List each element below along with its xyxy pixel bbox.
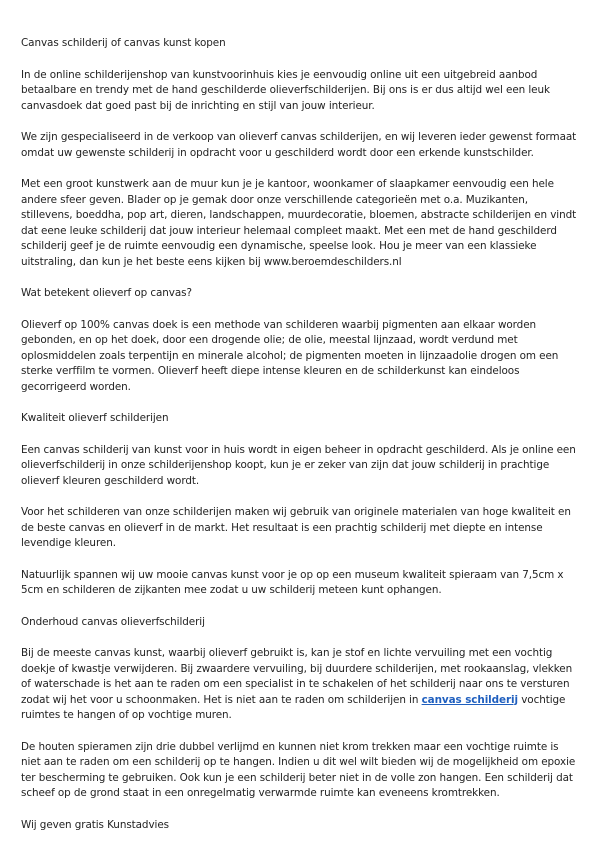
- oil-on-canvas-paragraph: Olieverf op 100% canvas doek is een methode van schilderen waarbij pigmenten aan elkaar worden gebonden, en op het doek, door een drogende olie; de olie, meestal lijnzaad, wordt verdund met oplosmiddelen zoals terpentijn en minerale alcohol; de pigmenten moeten in lijnzaadolie drogen om een sterke verffilm te vormen. Olieverf heeft diepe intense kleuren en de schilderkunst kan eindeloos gecorrigeerd worden.: [21, 318, 559, 393]
- stretcher-paragraph: De houten spieramen zijn drie dubbel verlijmd en kunnen niet krom trekken maar een vochtige ruimte is niet aan te raden om een schilderij op te hangen. Indien u dit wel wilt bieden wij de mogelijkheid om epoxie ter bescherming te gebruiken. Ook kun je een schilderij beter niet in de volle zon hangen. Een schilderij dat scheef op de grond staat in een onregelmatig verwarmde ruimte kan eveneens kromtrekken.: [21, 740, 576, 799]
- canvas-schilderij-link[interactable]: canvas schilderij: [421, 693, 518, 706]
- document-page: [21, 36, 581, 849]
- section-heading-oil-on-canvas: Wat betekent olieverf op canvas?: [21, 287, 192, 299]
- document-title: Canvas schilderij of canvas kunst kopen: [21, 37, 226, 49]
- quality-paragraph-1: Een canvas schilderij van kunst voor in huis wordt in eigen beheer in opdracht geschilderd. Als je online een olieverfschilderij in onze schilderijenshop koopt, kun je er zeker van zijn dat jouw schilderij in prachtige olieverf kleuren geschilderd wordt.: [21, 443, 576, 487]
- section-heading-art-advice: Wij geven gratis Kunstadvies: [21, 818, 169, 831]
- maintenance-text-before-link: Bij de meeste canvas kunst, waarbij olieverf gebruikt is, kan je stof en lichte vervuiling met een vochtig doekje of kwastje verwijderen. Bij zwaardere vervuiling, bij duurdere schilderijen, met rookaanslag, vlekken of waterschade is het aan te raden om een specialist in te schakelen of het schilderij naar ons te versturen zodat wij het voor u schoonmaken. Het is niet aan te raden om schilderijen in: [21, 647, 573, 706]
- quality-paragraph-2: Voor het schilderen van onze schilderijen maken wij gebruik van originele materialen van hoge kwaliteit en de beste canvas en olieverf in de markt. Het resultaat is een prachtig schilderij met diepte en intense levendige kleuren.: [21, 506, 571, 549]
- quality-paragraph-3: Natuurlijk spannen wij uw mooie canvas kunst voor je op op een museum kwaliteit spieraam van 7,5cm x 5cm en schilderen de zijkanten mee zodat u uw schilderij meteen kunt ophangen.: [21, 568, 564, 596]
- section-heading-quality: Kwaliteit olieverf schilderijen: [21, 412, 169, 424]
- maintenance-paragraph: [21, 646, 581, 724]
- intro-paragraph: In de online schilderijenshop van kunstvoorinhuis kies je eenvoudig online uit een uitgebreid aanbod betaalbare en trendy met de hand geschilderde olieverfschilderijen. Bij ons is er dus altijd wel een leuk canvasdoek dat goed past bij de inrichting en stijl van jouw interieur.: [21, 68, 550, 112]
- maintenance-text-after-link: vochtige ruimtes te hangen of op vochtige muren.: [21, 693, 566, 721]
- section-heading-maintenance: Onderhoud canvas olieverfschilderij: [21, 615, 205, 628]
- specialization-paragraph: We zijn gespecialiseerd in de verkoop van olieverf canvas schilderijen, en wij leveren ieder gewenst formaat omdat uw gewenste schilderij in opdracht voor u geschilderd wordt door een erkende kunstschilder.: [21, 131, 577, 159]
- categories-paragraph: Met een groot kunstwerk aan de muur kun je je kantoor, woonkamer of slaapkamer eenvoudig een hele andere sfeer geven. Blader op je gemak door onze verschillende categorieën met o.a. Muzikanten, stillevens, boeddha, pop art, dieren, landschappen, muurdecoratie, bloemen, abstracte schilderijen en vindt dat eene leuke schilderij dat jouw interieur helemaal compleet maakt. Met een met de hand geschilderd schilderij geef je de ruimte eenvoudig een dynamische, speelse look. Hou je meer van een klassieke uitstraling, dan kun je het beste eens kijken bij www.beroemdeschilders.nl: [21, 178, 577, 268]
